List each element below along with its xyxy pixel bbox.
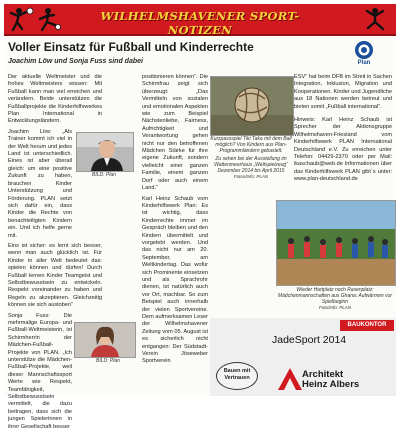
ad-stamp-line: Vertrauen bbox=[224, 375, 250, 381]
ad-architect-line: Heinz Albers bbox=[302, 379, 360, 390]
goalkeeper-silhouette-icon bbox=[10, 6, 36, 32]
caption-line: Wieder Hartplatz noch Rasenplatz: Mädchenmannschaften aus Ghana: Aufwärmen vor Spielbeginn bbox=[277, 287, 393, 305]
photo-credit: BILD: Plan bbox=[96, 358, 120, 364]
caption-credit: Foto/Info: PLAN bbox=[318, 305, 352, 310]
ad-stamp bbox=[216, 362, 258, 390]
photo-credit: BILD: Plan bbox=[92, 172, 116, 178]
paragraph: Sonja Fuss: Die mehrmalige Europa- und Fußball-Weltmeisterin, ist Schirmherrin der Mädchen-Fußball-Projekte von PLAN. „Ich unterstütze die Mädchen-Fußball-Projekte, weil dieser Mannschaftssport Werte wie Respekt, Teamfähigkeit, Selbstbewusstsein vermittelt, die dazu beitragen, dass sich die jungen Spielerinnen in ihrer Gesellschaft besser bbox=[8, 312, 72, 430]
paragraph: Der aktuelle Weltmeister und die frohes Weltmeisters wissen: Mit Fußball kann man viel erreichen und verändern. Beide unterstützen die Fußballprojekte die Kinderhilfswerkes Plan International in Entwicklungsländern. bbox=[8, 74, 102, 125]
paragraph: positionieren können“. Die Schirmfrau zeigt sich überzeugt: „Das Vermitteln von sozialen und emotionalen Aspekten wie zum Beispiel Nächstenliebe, Fairness, Aufrichtigkeit und Verantwortung gehen nicht nur den betroffenen Mädchen Stärke für ihre eigene Zukunft, sondern vielleicht einer ganzen Familie, einem ganzen Dorf oder auch einem Land.“ bbox=[142, 74, 208, 192]
photo-joachim-loew bbox=[76, 132, 134, 172]
photo-girls-team-ghana bbox=[276, 200, 396, 286]
paragraph: Joachim Löw: „Als Trainer kommt ich viel in der Welt herum und jedes Land ist unterschiedlich. Eines ist aber überall gleich: um eine positive Zukunft zu haben, brauchen Kinder Unterstützung und Förderung. PLAN setzt sich dafür ein, dass Kinder die Rechte von benachteiligten Kindern ein. Und ich helfe gerne mit. bbox=[8, 128, 72, 239]
caption-line: Zu sehen bei der Ausstellung im Wattenmeerhaus „Weltspielzeug“ Dezember 2014 bis April 2015 bbox=[214, 156, 288, 174]
advertisement-baukontor bbox=[210, 318, 396, 396]
ad-architect-name bbox=[302, 370, 359, 390]
paragraph: Eins ist sicher: es lernt sich besser, wenn man auch glücklich ist. Für Kinder in aller Welt bedeutet das: spielen können und dürfen! Durch Fußball lernen Kinder Teamgeist und Selbstbewusstsein zu entwickeln. Respekt voreinander zu haben und Regeln zu akzeptieren. Gleichzeitig können sie sich austoben“ bbox=[8, 242, 102, 309]
plan-logo-icon bbox=[344, 40, 384, 62]
section-header bbox=[4, 4, 396, 36]
paragraph: Hinweis: Karl Heinz Schaub ist Sprecher der Aktionsgruppe Wilhelmshaven-Friesland vom Kinderhilfswerk PLAN International Deutschland e.V. Zu erreichen unter Telefon: 04429-2370 oder per Mail: ikaschaub@web.de Informationen über das Kinderhilfswerk PLAN gibt´s unter: www.plan-deutschland.de bbox=[294, 117, 392, 183]
kicker-silhouette-icon bbox=[36, 6, 62, 32]
paragraph: Karl Heinz Schaub vom Kinderhilfswerk Plan: Es ist wichtig, dass Kinderrechte immer im Gespräch bleiben und den Kindern übermittelt und vorgelebt werden. Und das nicht nur am 20. September, am Weltkindertag. Das wofür sich Prominente einsetzen und als Sprachrohr dienen, ist natürlich auch vor Ort, machbar. So zum Beispiel auch innerhalb der vielen Sportvereine. Dem aufmerksamen Leser der Wilhelmshavener Zeitung vom 05. August ist es sicherlich nicht entgangen: Der Südstadt-Verein Jöseweber Sportverein bbox=[142, 195, 208, 365]
plan-logo bbox=[344, 40, 384, 72]
ad-badge: BAUKONTOR bbox=[340, 320, 394, 331]
ad-stamp-line: Bauen mit bbox=[223, 368, 251, 374]
article-headline: Voller Einsatz für Fußball und Kinderrechte bbox=[8, 40, 254, 54]
caption-credit: Fotos/Info: PLAN bbox=[233, 174, 269, 179]
article-subheadline: Joachim Löw und Sonja Fuss sind dabei bbox=[8, 58, 143, 65]
ad-architect-line: Architekt bbox=[302, 369, 344, 380]
newspaper-page bbox=[4, 4, 396, 430]
photo-sonja-fuss bbox=[74, 322, 136, 358]
jumping-player-silhouette-icon bbox=[362, 6, 388, 32]
plan-logo-text: Plan bbox=[357, 60, 371, 66]
photo-caption bbox=[276, 287, 394, 311]
jadesport-watermark: JadeSport 2014 bbox=[272, 334, 347, 346]
caption-line: Kurzpassspiel Tiki Taka mit dem Ball möglich? Von Kindern aus Plan-Programmländern gebastelt. bbox=[210, 136, 292, 154]
paragraph: ESV“ hat beim DFB im Streit in Sachen Integration, Inklusion, Migration und Kooperationen. Kinder und Jugendliche aus 18 Nationen werden betreut und bieten somit „Fußball international“. bbox=[294, 74, 392, 110]
red-arrow-icon bbox=[276, 366, 304, 392]
article-column-2 bbox=[142, 74, 208, 396]
section-title: WILHELMSHAVENER SPORT-NOTIZEN bbox=[100, 9, 300, 37]
